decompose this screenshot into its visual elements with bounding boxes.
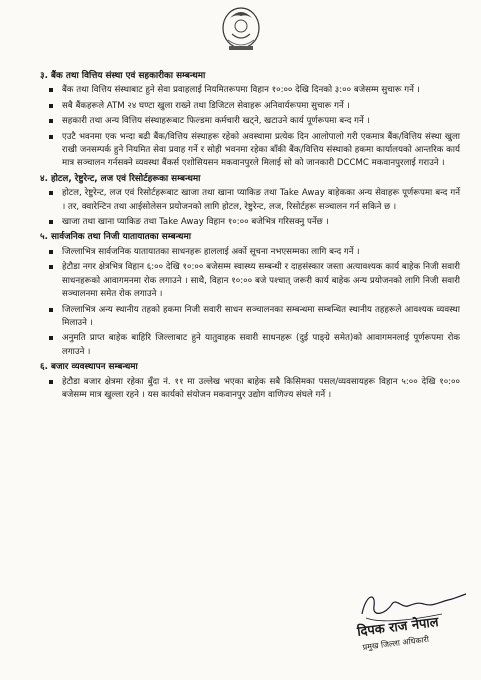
list-item: हेटौडा बजार क्षेत्रमा रहेका बुँदा नं. ११ मा उल्लेख भएका बाहेक सबै किसिमका पसल/व्यवसायहरू विहान ५:०० देखि १०:०० बजेसम्म मात्र खुल्ला रहने । यस कार्यको संयोजन मकवानपुर उद्योग वाणिज्य संघले गर्ने । xyxy=(62,376,460,403)
list-item: बैंक तथा वित्तिय संस्थाबाट हुने सेवा प्रवाहलाई नियमितरूपमा विहान १०:०० देखि दिनको ३:०० बजेसम्म सुचारू गर्ने । xyxy=(62,84,460,97)
section-heading: ५. सार्वजनिक तथा निजी यातायातका सम्बन्धमा xyxy=(40,232,191,243)
list-item: जिल्लाभित्र अन्य स्थानीय तहको हकमा निजी सवारी साधन सञ्चालनका सम्बन्धमा सम्बन्धित स्थानीय तहहरूले आवश्यक व्यवस्था मिलाउने । xyxy=(62,304,460,331)
document-body xyxy=(40,70,460,404)
signatory-title: प्रमुख जिल्ला अधिकारी xyxy=(362,634,430,652)
list-item: हेटौडा नगर क्षेत्रभित्र विहान ६:०० देखि १०:०० बजेसम्म स्वास्थ्य सम्बन्धी र दाहसंस्कार जस्ता अत्यावश्यक कार्य बाहेक निजी सवारी साधनहरूको आवागमनमा रोक लगाउने । साथै, विहान १०:०० बजे पश्चात् जरूरी कार्य बाहेक अन्य प्रयोजनको लागि निजी सवारी सञ्चालनमा समेत रोक लगाउने । xyxy=(62,261,460,301)
list-item: सबै बैंकहरूले ATM २४ घण्टा खुला राख्ने तथा डिजिटल सेवाहरू अनिवार्यरूपमा सुचारू गर्ने । xyxy=(62,100,460,113)
section-heading: ४. होटल, रेष्टुरेन्ट, लज एवं रिसोर्टहरूका सम्बन्धमा xyxy=(40,173,201,184)
section-heading: ३. बैंक तथा वित्तिय संस्था एवं सहकारीका सम्बन्धमा xyxy=(40,71,206,81)
section-market xyxy=(40,361,460,402)
section-heading: ६. बजार व्यवस्थापन सम्बन्धमा xyxy=(40,362,138,373)
list-item: एउटै भवनमा एक भन्दा बढी बैंक/वित्तिय संस्थाहरू रहेको अवस्थामा प्रत्येक दिन आलोपालो गरी एकमात्र बैंक/वित्तिय संस्था खुला राखी जनसम्पर्क हुने नियमित सेवा प्रवाह गर्ने र सोही भवनमा रहेका बाँकी बैंक/वित्तिय संस्थाको हकमा कार्यालयको आन्तरिक कार्य मात्र सञ्चालन गर्नसक्ने व्यवस्था बैंकर्स एशोसियसन मकवानपुरले मिलाई सो को जानकारी DCCMC मकवानपुरलाई गराउने । xyxy=(62,131,460,171)
list-item: अनुमति प्राप्त बाहेक बाहिरि जिल्लाबाट हुने यातुवाहक सवारी साधनहरू (दुई पाङ्ग्रे समेत)को आवागमनलाई पूर्णरूपमा रोक लगाउने । xyxy=(62,332,460,359)
list-item: सहकारी तथा अन्य वित्तिय संस्थाहरूबाट फिल्डमा कर्मचारी खट्ने, खटाउने कार्य पूर्णरूपमा बन्द गर्ने । xyxy=(62,115,460,128)
section-hotels xyxy=(40,173,460,230)
list-item: होटल, रेष्टुरेन्ट, लज एवं रिसोर्टहरूबाट खाजा तथा खाना प्याकिङ तथा Take Away बाहेकका अन्य सेवाहरू पूर्णरूपमा बन्द गर्ने । तर, क्वारेन्टिन तथा आईसोलेसन प्रयोजनको लागि होटल, रेष्टुरेन्ट, लज, रिसोर्टहरू सञ्चालन गर्न सकिने छ । xyxy=(62,187,460,214)
signatory-name: दिपक राज नेपाल xyxy=(356,615,440,640)
section-transport xyxy=(40,231,460,359)
signature-block xyxy=(352,584,470,674)
section-banking xyxy=(40,70,460,171)
government-emblem-icon xyxy=(216,4,266,56)
list-item: जिल्लाभित्र सार्वजनिक यातायातका साधनहरू हाललाई अर्को सूचना नभएसम्मका लागि बन्द गर्ने । xyxy=(62,246,460,259)
list-item: खाजा तथा खाना प्याकिङ तथा Take Away विहान १०:०० बजेभित्र गरिसक्नु पर्नेछ । xyxy=(62,216,460,229)
